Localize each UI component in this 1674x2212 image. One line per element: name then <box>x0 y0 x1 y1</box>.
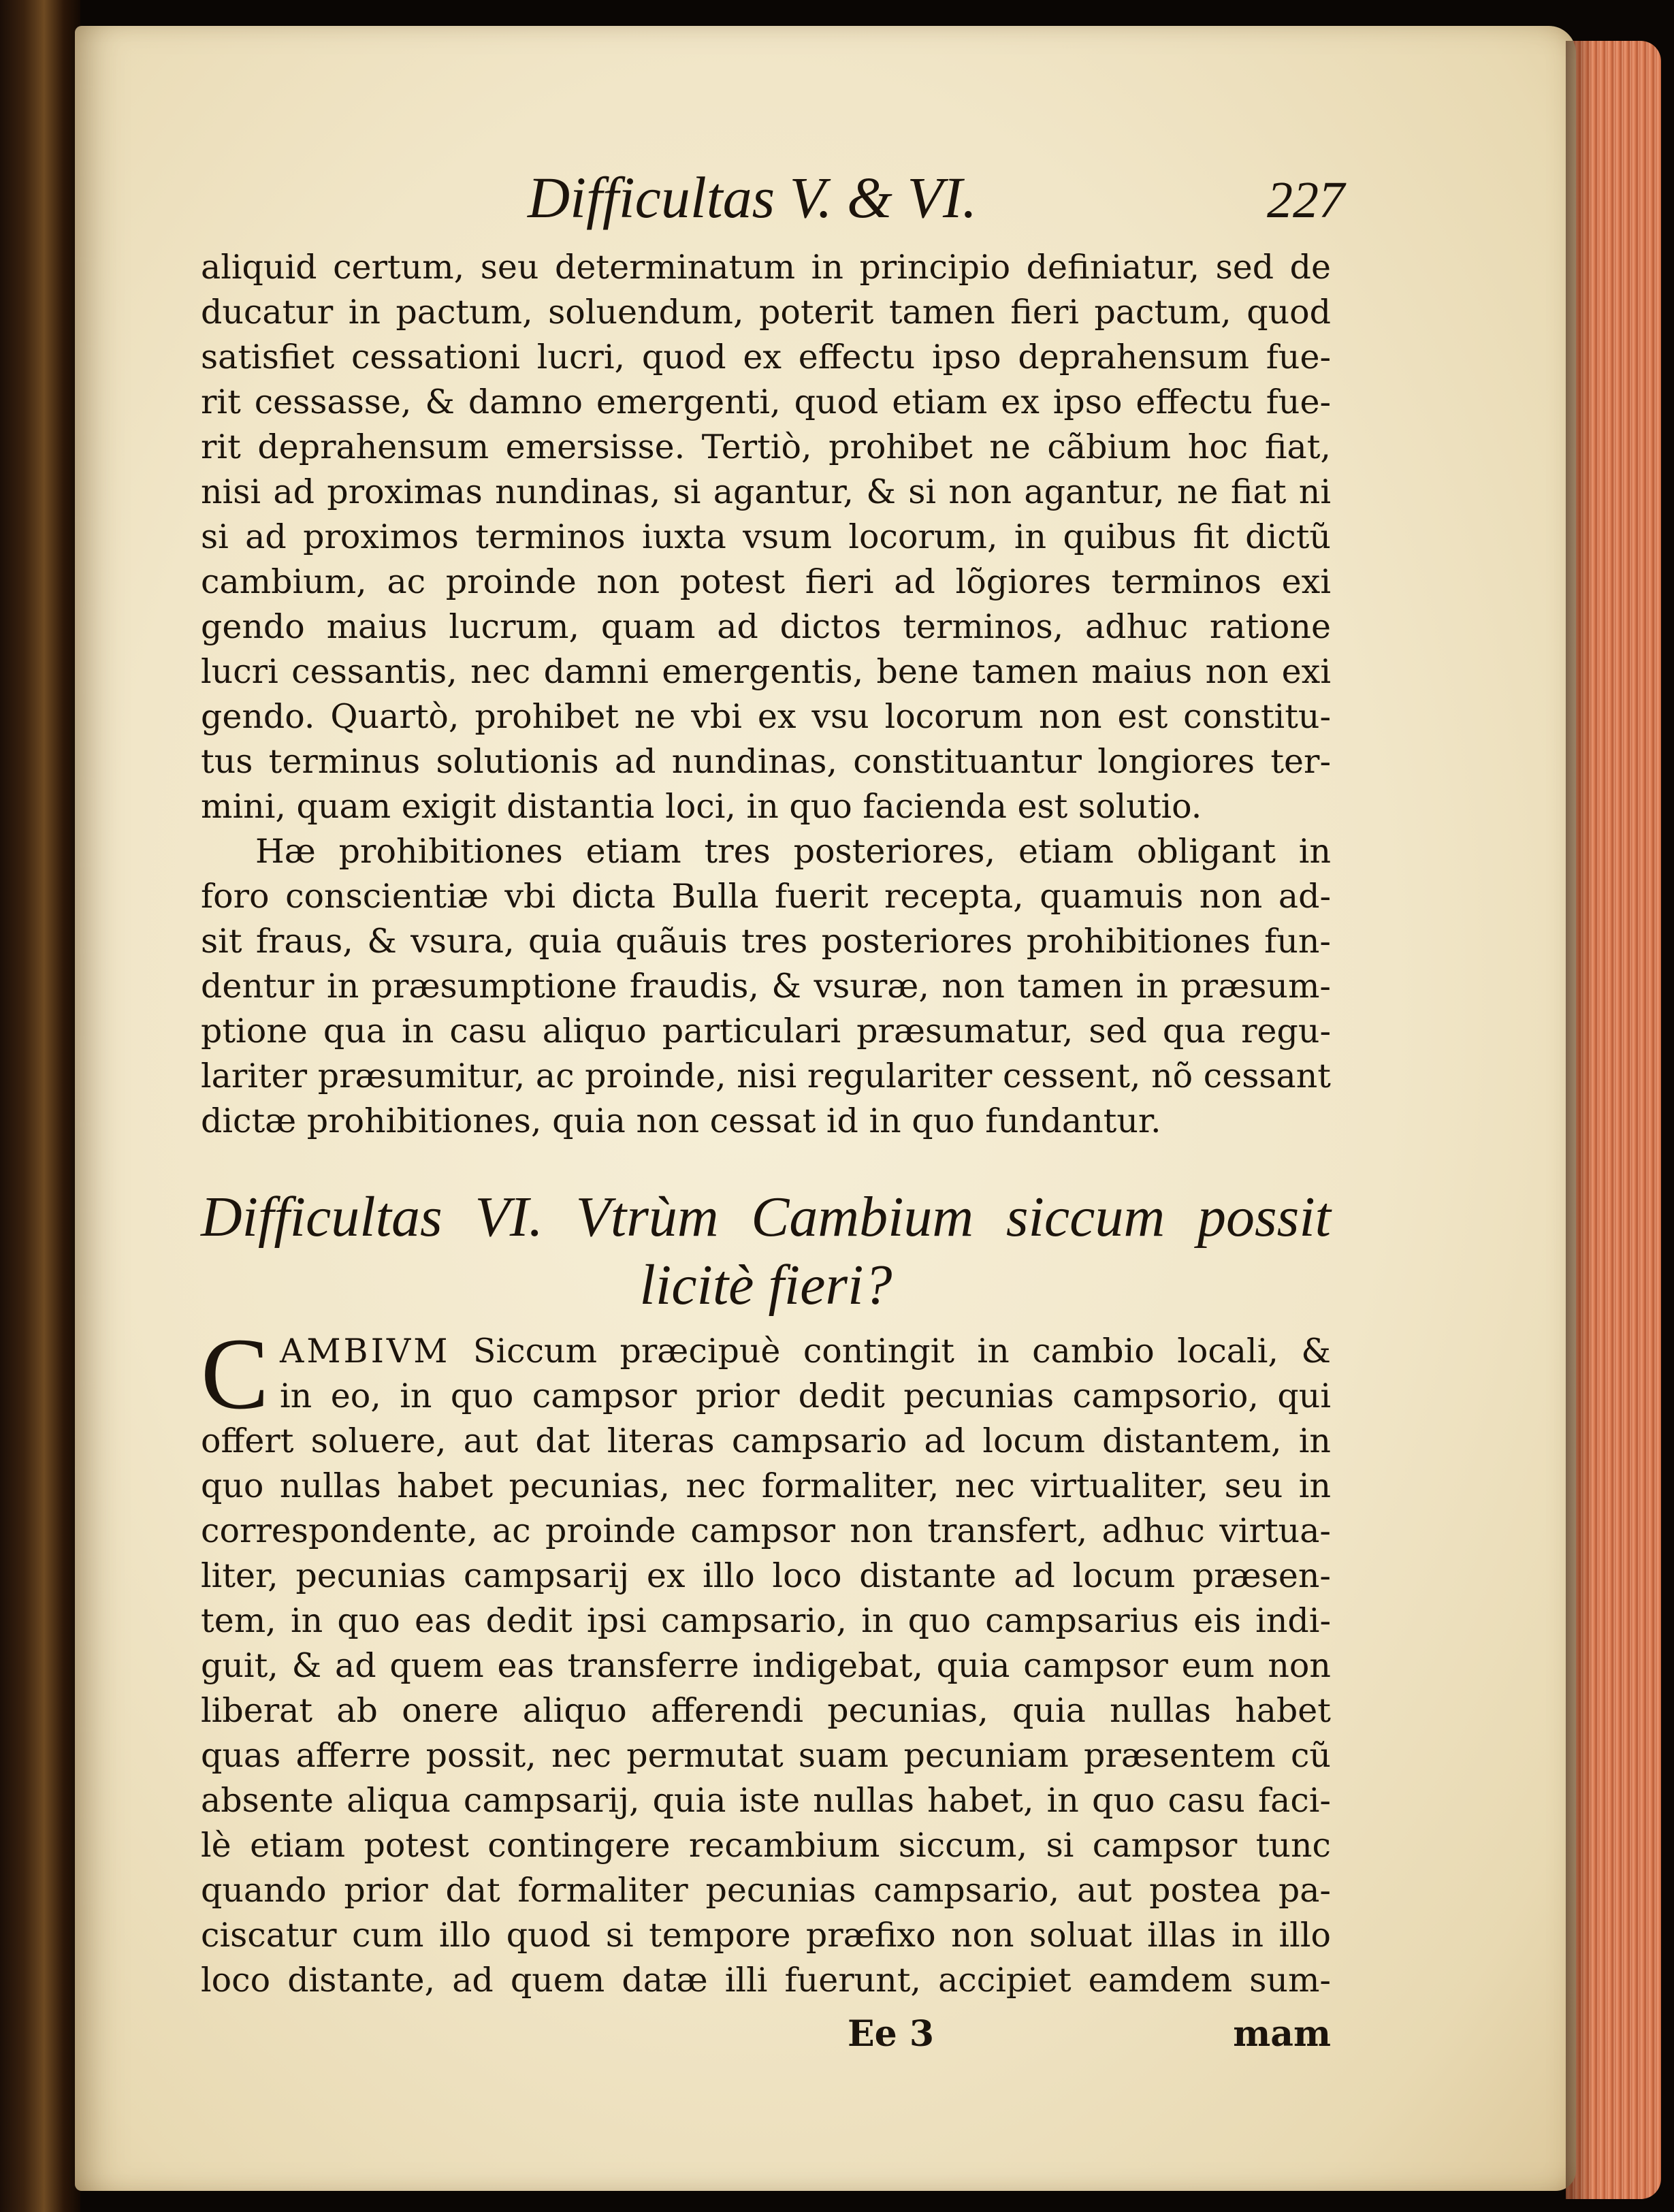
text-line: ducatur in pactum, soluendum, poterit tamen fieri pactum, quod <box>201 293 1331 332</box>
text-line-rest: Siccum præcipuè contingit in cambio locali, & <box>450 1332 1331 1371</box>
text-line: sit fraus, & vsura, quia quãuis tres posteriores prohibitiones fun- <box>201 922 1331 961</box>
text-line: ciscatur cum illo quod si tempore præfixo non soluat illas in illo <box>201 1916 1331 1955</box>
text-line: satisfiet cessationi lucri, quod ex effectu ipso deprahensum fue- <box>201 338 1331 376</box>
text-line: gendo maius lucrum, quam ad dictos terminos, adhuc ratione <box>201 607 1331 646</box>
text-line: nisi ad proximas nundinas, si agantur, & si non agantur, ne fiat ni <box>201 472 1331 511</box>
text-line: gendo. Quartò, prohibet ne vbi ex vsu locorum non est constitu- <box>201 697 1331 736</box>
text-line: correspondente, ac proinde campsor non transfert, adhuc virtua- <box>201 1511 1331 1550</box>
text-line: absente aliqua campsarij, quia iste nullas habet, in quo casu faci- <box>201 1781 1331 1820</box>
page-number: 227 <box>1267 172 1345 229</box>
text-line: ptione qua in casu aliquo particulari præsumatur, sed qua regu- <box>201 1012 1331 1051</box>
text-line: Hæ prohibitiones etiam tres posteriores, etiam obligant in <box>255 832 1331 871</box>
text-line: mini, quam exigit distantia loci, in quo facienda est solutio. <box>201 787 1202 826</box>
section-heading <box>201 1183 1331 1319</box>
text-line: rit deprahensum emersisse. Tertiò, prohibet ne cãbium hoc fiat, <box>201 428 1331 466</box>
text-line <box>201 1329 1331 1374</box>
page-edge-shadow <box>1566 41 1593 2199</box>
page-text <box>201 163 1345 2062</box>
text-line: dictæ prohibitiones, quia non cessat id in quo fundantur. <box>201 1102 1161 1140</box>
catchword: mam <box>1233 2013 1331 2055</box>
text-line: si ad proximos terminos iuxta vsum locorum, in quibus fit dictũ <box>201 517 1331 556</box>
section-heading-line: licitè fieri? <box>639 1253 892 1317</box>
text-line: foro conscientiæ vbi dicta Bulla fuerit recepta, quamuis non ad- <box>201 877 1331 916</box>
running-head: Difficultas V. & VI. <box>528 165 978 230</box>
text-line: offert soluere, aut dat literas campsario ad locum distantem, in <box>201 1422 1331 1460</box>
text-line: quas afferre possit, nec permutat suam pecuniam præsentem cũ <box>201 1736 1331 1775</box>
paragraph-1 <box>201 245 1331 829</box>
facing-page-edge <box>0 0 80 2212</box>
text-line: loco distante, ad quem datæ illi fuerunt, accipiet eamdem sum- <box>201 1961 1331 2000</box>
first-word: AMBIVM <box>280 1332 451 1371</box>
text-line: in eo, in quo campsor prior dedit pecunias campsorio, qui <box>280 1377 1331 1415</box>
text-line: tem, in quo eas dedit ipsi campsario, in quo campsarius eis indi- <box>201 1601 1331 1640</box>
text-line: lucri cessantis, nec damni emergentis, bene tamen maius non exi <box>201 652 1331 691</box>
text-line: liter, pecunias campsarij ex illo loco distante ad locum præsen- <box>201 1556 1331 1595</box>
text-line: lè etiam potest contingere recambium siccum, si campsor tunc <box>201 1826 1331 1865</box>
page-header <box>201 163 1345 245</box>
text-line: cambium, ac proinde non potest fieri ad lõgiores terminos exi <box>201 562 1331 601</box>
text-line: aliquid certum, seu determinatum in principio definiatur, sed de <box>201 248 1331 287</box>
section-heading-line: Difficultas VI. Vtrùm Cambium siccum possit <box>201 1185 1331 1249</box>
text-line: liberat ab onere aliquo afferendi pecunias, quia nullas habet <box>201 1691 1331 1730</box>
text-line: tus terminus solutionis ad nundinas, constituantur longiores ter- <box>201 742 1331 781</box>
paragraph-3 <box>201 1317 1331 2003</box>
page-footer <box>201 2007 1331 2062</box>
signature-mark: Ee 3 <box>848 2013 935 2055</box>
text-line: guit, & ad quem eas transferre indigebat, quia campsor eum non <box>201 1646 1331 1685</box>
text-line: quando prior dat formaliter pecunias campsario, aut postea pa- <box>201 1871 1331 1910</box>
text-line: quo nullas habet pecunias, nec formaliter, nec virtualiter, seu in <box>201 1466 1331 1505</box>
text-line: rit cessasse, & damno emergenti, quod etiam ex ipso effectu fue- <box>201 383 1331 421</box>
text-line: lariter præsumitur, ac proinde, nisi regulariter cessent, nõ cessant <box>201 1057 1331 1095</box>
text-line: dentur in præsumptione fraudis, & vsuræ, non tamen in præsum- <box>201 967 1331 1006</box>
drop-cap: C <box>201 1317 270 1430</box>
paragraph-2 <box>201 829 1331 1144</box>
